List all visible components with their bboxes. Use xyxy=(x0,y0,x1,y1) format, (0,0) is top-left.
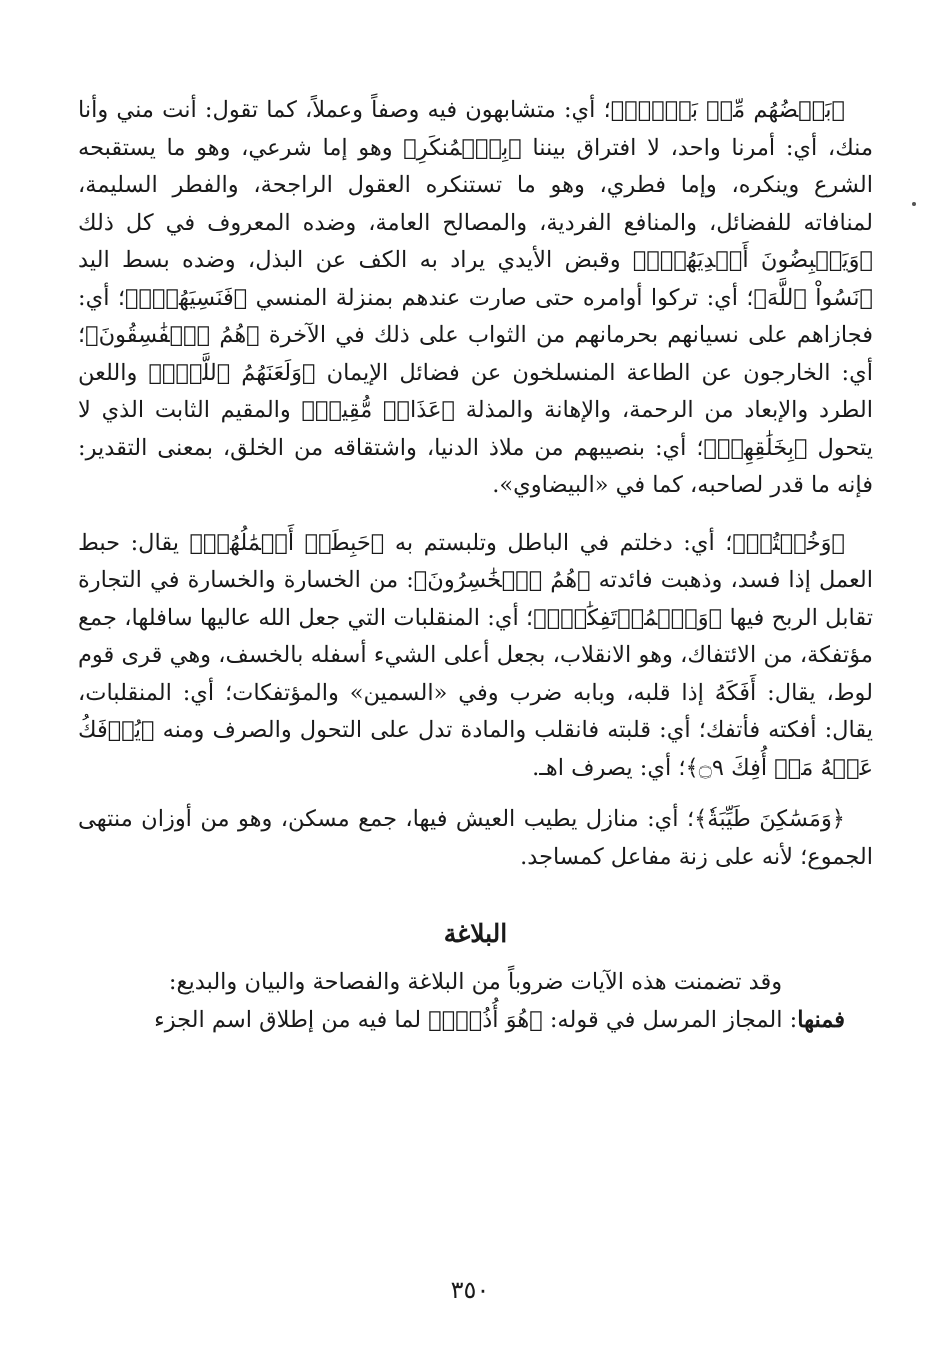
section-heading: البلاغة xyxy=(443,919,508,948)
item-lead: فمنها xyxy=(797,1006,845,1033)
section-item xyxy=(78,1002,873,1040)
page-body xyxy=(78,92,873,1039)
section-intro: وقد تضمنت هذه الآيات ضروباً من البلاغة والفصاحة والبيان والبديع: xyxy=(168,969,783,995)
paragraph-3: ﴿وَمَسَٰكِنَ طَيِّبَةٗ﴾؛ أي: منازل يطيب العيش فيها، جمع مسكن، وهو من أوزان منتهى الجموع؛ لأنه على زنة مفاعل كمساجد. xyxy=(78,806,873,870)
paragraph-2: ﴿وَخُضۡتُمۡ﴾؛ أي: دخلتم في الباطل وتلبستم به ﴿حَبِطَتۡ أَعۡمَٰلُهُمۡ﴾ يقال: حبط العمل إذا فسد، وذهبت فائدته ﴿هُمُ ٱلۡخَٰسِرُونَ﴾: من الخسارة والخسارة في التجارة تقابل الربح فيها ﴿وَٱلۡمُؤۡتَفِكَٰتِۚ﴾؛ أي: المنقلبات التي جعل الله عاليها سافلها، جمع مؤتفكة، من الائتفاك، وهو الانقلاب، بجعل أعلى الشيء أسفله بالخسف، وهي قرى قوم لوط، يقال: أَفَكَهُ إذا قلبه، وبابه ضرب وفي «السمين» والمؤتفكات؛ أي: المنقلبات، يقال: أفكته فأتفك؛ أي: قلبته فانقلب والمادة تدل على التحول والصرف ومنه ﴿يُؤۡفَكُ عَنۡهُ مَنۡ أُفِكَ ۝٩﴾؛ أي: يصرف اهـ. xyxy=(78,529,873,781)
margin-dot xyxy=(912,202,916,206)
page-number: ٣٥٠ xyxy=(450,1276,490,1304)
item-text: : المجاز المرسل في قوله: ﴿هُوَ أُذُنٞۚ﴾ لما فيه من إطلاق اسم الجزء xyxy=(154,1006,798,1033)
paragraph-1: ﴿بَعۡضُهُم مِّنۢ بَعۡضٖۚ﴾؛ أي: متشابهون فيه وصفاً وعملاً، كما تقول: أنت مني وأنا منك، أي: أمرنا واحد، لا افتراق بيننا ﴿بِٱلۡمُنكَرِ﴾ وهو إما شرعي، وهو ما يستقبحه الشرع وينكره، وإما فطري، وهو ما تستنكره العقول الراجحة، والفطر السليمة، لمنافاته للفضائل، والمنافع الفردية، والمصالح العامة، وضده المعروف في كل ذلك ﴿وَيَقۡبِضُونَ أَيۡدِيَهُمۡۚ﴾ وقبض الأيدي يراد به الكف عن البذل، وضده بسط اليد ﴿نَسُواْ ٱللَّهَ﴾؛ أي: تركوا أوامره حتى صارت عندهم بمنزلة المنسي ﴿فَنَسِيَهُمۡۚ﴾؛ أي: فجازاهم على نسيانهم بحرمانهم من الثواب على ذلك في الآخرة ﴿هُمُ ٱلۡفَٰسِقُونَ﴾؛ أي: الخارجون عن الطاعة المنسلخون عن فضائل الإيمان ﴿وَلَعَنَهُمُ ٱللَّهُۖ﴾ واللعن الطرد والإبعاد من الرحمة، والإهانة والمذلة ﴿عَذَابٞ مُّقِيمٞ﴾ والمقيم الثابت الذي لا يتحول ﴿بِخَلَٰقِهِمۡ﴾؛ أي: بنصيبهم من ملاذ الدنيا، واشتقاقه من الخلق، بمعنى التقدير: فإنه ما قدر لصاحبه، كما في «البيضاوي». xyxy=(78,97,873,498)
